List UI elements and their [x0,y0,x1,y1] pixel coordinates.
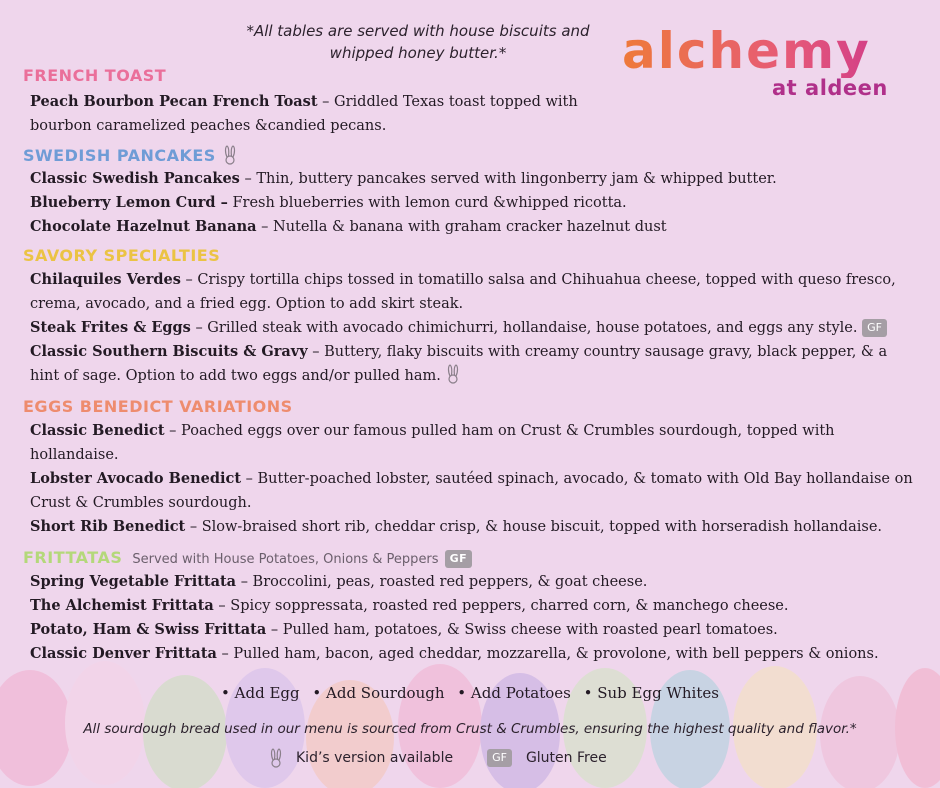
addon-item: • Add Egg [221,684,300,702]
section-title-swedish-pancakes: SWEDISH PANCAKES [23,145,238,165]
menu-item: Classic Southern Biscuits & Gravy – Buttery, flaky biscuits with creamy country sausage gravy, black pepper, & a hint of sage. Option to add two eggs and/or pulled ham. [30,343,888,384]
logo-subtitle: at aldeen [772,76,888,100]
gf-badge: GF [445,550,473,568]
menu-item: Classic Swedish Pancakes – Thin, buttery pancakes served with lingonberry jam & whipped butter. [30,170,777,187]
menu-item: Short Rib Benedict – Slow-braised short rib, cheddar crisp, & house biscuit, topped with horseradish hollandaise. [30,518,883,535]
french-toast-items [30,90,590,138]
swedish-pancakes-items [30,167,920,239]
addon-item: • Sub Egg Whites [583,684,719,702]
bunny-icon [445,364,461,384]
legend [268,748,607,768]
gf-badge: GF [862,319,887,337]
section-title-eggs-benedict: EGGS BENEDICT VARIATIONS [23,397,293,416]
section-title-frittatas: FRITTATAS Served with House Potatoes, Onions & Peppers GF [23,548,472,568]
biscuits-note: *All tables are served with house biscuits and whipped honey butter.* [246,22,590,62]
menu-item: Steak Frites & Eggs – Grilled steak with avocado chimichurri, hollandaise, house potatoes, and eggs any style. GF [30,316,920,340]
menu-item: Lobster Avocado Benedict – Butter-poached lobster, sautéed spinach, avocado, & tomato with Old Bay hollandaise on Crust & Crumbles sourdough. [30,470,913,511]
menu-item: Spring Vegetable Frittata – Broccolini, peas, roasted red peppers, & goat cheese. [30,573,648,590]
benedict-items [30,419,920,539]
menu-item: Chilaquiles Verdes – Crispy tortilla chips tossed in tomatillo salsa and Chihuahua cheese, topped with queso fresco, crema, avocado, and a fried egg. Option to add skirt steak. [30,271,896,312]
menu-item: The Alchemist Frittata – Spicy soppressata, roasted red peppers, charred corn, & manchego cheese. [30,597,789,614]
section-title-savory-specialties: SAVORY SPECIALTIES [23,246,221,265]
addon-item: • Add Sourdough [312,684,445,702]
menu-item: Classic Benedict – Poached eggs over our famous pulled ham on Crust & Crumbles sourdough, topped with hollandaise. [30,422,835,463]
frittatas-note: Served with House Potatoes, Onions & Peppers [132,552,439,567]
logo-wordmark: alchemy [622,24,922,78]
menu-item: Potato, Ham & Swiss Frittata – Pulled ham, potatoes, & Swiss cheese with roasted pearl tomatoes. [30,621,778,638]
section-title-french-toast: FRENCH TOAST [23,66,167,85]
bunny-icon [268,748,284,768]
sourdough-footnote: All sourdough bread used in our menu is sourced from Crust & Crumbles, ensuring the highest quality and flavor.* [83,721,857,737]
menu-item: Classic Denver Frittata – Pulled ham, bacon, aged cheddar, mozzarella, & provolone, with bell peppers & onions. [30,645,879,662]
legend-kids-label: Kid’s version available [296,750,454,766]
bunny-icon [222,145,238,165]
frittata-items [30,570,920,666]
savory-items [30,268,920,388]
alchemy-logo [622,22,922,100]
legend-gf-label: Gluten Free [525,750,607,766]
menu-item: Chocolate Hazelnut Banana – Nutella & banana with graham cracker hazelnut dust [30,218,667,235]
menu-item: Peach Bourbon Pecan French Toast – Griddled Texas toast topped with bourbon caramelized peaches &candied pecans. [30,93,578,134]
addons-row [0,684,940,702]
menu-item: Blueberry Lemon Curd – Fresh blueberries with lemon curd &whipped ricotta. [30,194,627,211]
addon-item: • Add Potatoes [457,684,571,702]
gf-badge: GF [487,749,512,767]
